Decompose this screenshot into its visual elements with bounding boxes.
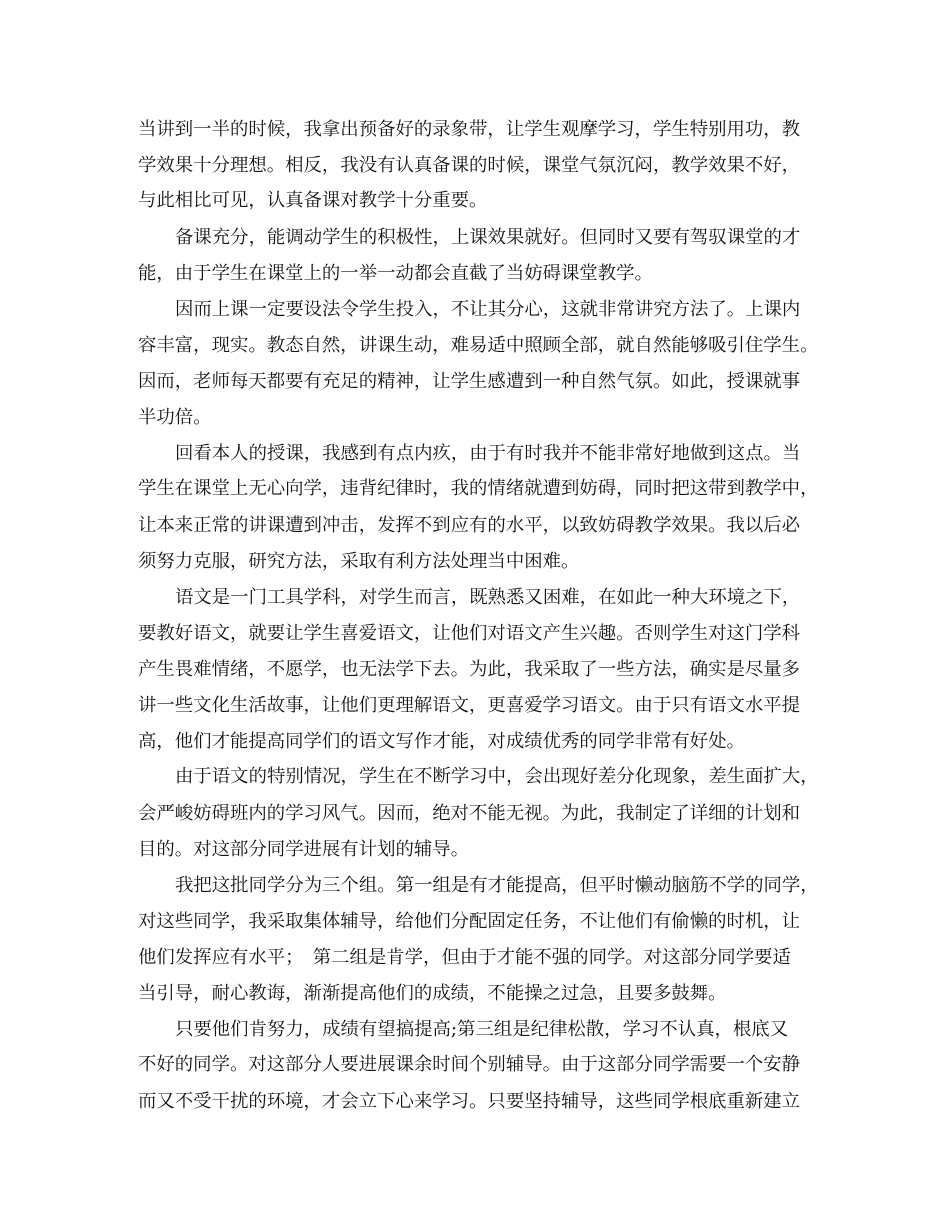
text-line: 半功倍。: [138, 407, 212, 428]
text-line: 由于语文的特别情况，学生在不断学习中，会出现好差分化现象，差生面扩大，: [175, 766, 819, 787]
text-line: 只要他们肯努力，成绩有望搞提高;第三组是纪律松散，学习不认真，根底又: [175, 1019, 789, 1040]
text-line: 会严峻妨碍班内的学习风气。因而，绝对不能无视。为此，我制定了详细的计划和: [138, 803, 801, 824]
text-line: 与此相比可见，认真备课对教学十分重要。: [138, 190, 488, 211]
text-line: 不好的同学。对这部分人要进展课余时间个别辅导。由于这部分同学需要一个安静: [138, 1054, 801, 1075]
text-line: 容丰富，现实。教态自然，讲课生动，难易适中照顾全部，就自然能够吸引住学生。: [138, 335, 819, 356]
text-line: 因而，老师每天都要有充足的精神，让学生感遭到一种自然气氛。如此，授课就事: [138, 371, 801, 392]
text-line: 能，由于学生在课堂上的一举一动都会直截了当妨碍课堂教学。: [138, 263, 653, 284]
text-line: 他们发挥应有水平； 第二组是肯学，但由于才能不强的同学。对这部分同学要适: [138, 947, 791, 968]
text-line: 而又不受干扰的环境，才会立下心来学习。只要坚持辅导，这些同学根底重新建立: [138, 1091, 801, 1112]
text-line: 讲一些文化生活故事，让他们更理解语文，更喜爱学习语文。由于只有语文水平提: [138, 695, 801, 716]
text-line: 对这些同学，我采取集体辅导，给他们分配固定任务，不让他们有偷懒的时机，让: [138, 911, 801, 932]
text-line: 让本来正常的讲课遭到冲击，发挥不到应有的水平，以致妨碍教学效果。我以后必: [138, 515, 801, 536]
text-line: 学生在课堂上无心向学，违背纪律时，我的情绪就遭到妨碍，同时把这带到教学中，: [138, 478, 819, 499]
text-line: 回看本人的授课，我感到有点内疚，由于有时我并不能非常好地做到这点。当: [175, 443, 801, 464]
text-line: 当引导，耐心教诲，渐渐提高他们的成绩，不能操之过急，且要多鼓舞。: [138, 983, 727, 1004]
text-line: 语文是一门工具学科，对学生而言，既熟悉又困难，在如此一种大环境之下，: [175, 587, 801, 608]
text-line: 备课充分，能调动学生的积极性，上课效果就好。但同时又要有驾驭课堂的才: [175, 227, 801, 248]
text-line: 因而上课一定要设法令学生投入，不让其分心，这就非常讲究方法了。上课内: [175, 299, 801, 320]
text-line: 目的。对这部分同学进展有计划的辅导。: [138, 839, 470, 860]
text-line: 我把这批同学分为三个组。第一组是有才能提高，但平时懒动脑筋不学的同学，: [175, 875, 819, 896]
text-line: 当讲到一半的时候，我拿出预备好的录象带，让学生观摩学习，学生特别用功，教: [138, 119, 801, 140]
text-line: 须努力克服，研究方法，采取有利方法处理当中困难。: [138, 551, 580, 572]
text-line: 高，他们才能提高同学们的语文写作才能，对成绩优秀的同学非常有好处。: [138, 731, 745, 752]
text-line: 学效果十分理想。相反，我没有认真备课的时候，课堂气氛沉闷，教学效果不好，: [138, 155, 801, 176]
text-line: 产生畏难情绪，不愿学，也无法学下去。为此，我采取了一些方法，确实是尽量多: [138, 659, 801, 680]
text-line: 要教好语文，就要让学生喜爱语文，让他们对语文产生兴趣。否则学生对这门学科: [138, 623, 801, 644]
